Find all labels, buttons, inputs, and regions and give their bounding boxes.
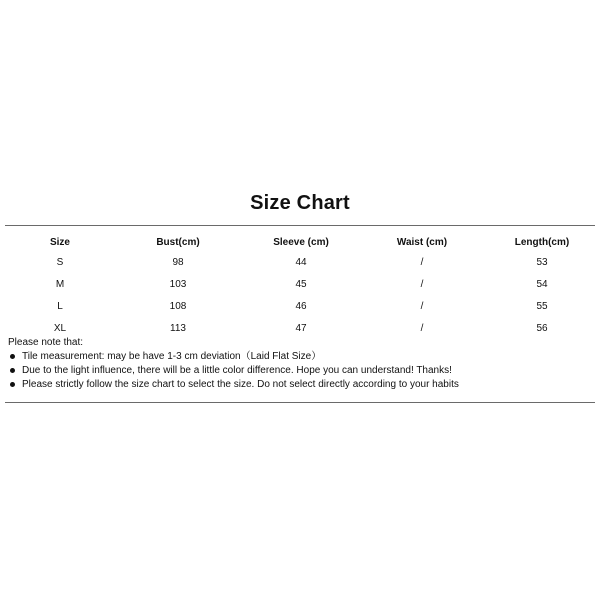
cell-waist: / [420,279,424,290]
note-text: Please strictly follow the size chart to select the size. Do not select directly according to your habits [22,379,459,390]
bullet-icon [10,382,15,387]
table-row [0,275,600,297]
cell-sleeve: 44 [295,257,307,268]
cell-length: 53 [536,257,548,268]
note-text: Due to the light influence, there will be a little color difference. Hope you can understand! Thanks! [22,365,452,376]
table-row [0,253,600,275]
cell-bust: 103 [169,279,187,290]
header-waist: Waist (cm) [396,237,448,248]
cell-bust: 98 [172,257,184,268]
cell-size: S [56,257,64,268]
bullet-icon [10,354,15,359]
notes-heading: Please note that: [8,337,84,348]
cell-waist: / [420,301,424,312]
cell-length: 55 [536,301,548,312]
cell-size: M [55,279,65,290]
table-header-row [0,233,600,253]
cell-waist: / [420,323,424,334]
note-item [8,364,588,378]
table-row [0,297,600,319]
notes-section [8,336,588,392]
bullet-icon [10,368,15,373]
note-text: Tile measurement: may be have 1-3 cm deviation（Laid Flat Size） [22,351,322,362]
cell-sleeve: 47 [295,323,307,334]
header-length: Length(cm) [514,237,570,248]
cell-bust: 108 [169,301,187,312]
size-table [0,233,600,341]
header-sleeve: Sleeve (cm) [273,237,329,248]
cell-length: 54 [536,279,548,290]
top-divider [5,225,595,226]
header-bust: Bust(cm) [156,237,200,248]
note-item [8,378,588,392]
cell-length: 56 [536,323,548,334]
cell-sleeve: 46 [295,301,307,312]
size-chart-title: Size Chart [250,192,350,214]
note-item [8,350,588,364]
cell-bust: 113 [170,323,186,334]
header-size: Size [49,237,70,248]
cell-waist: / [420,257,424,268]
cell-sleeve: 45 [295,279,307,290]
cell-size: XL [53,323,67,334]
bottom-divider [5,402,595,403]
cell-size: L [57,301,63,312]
